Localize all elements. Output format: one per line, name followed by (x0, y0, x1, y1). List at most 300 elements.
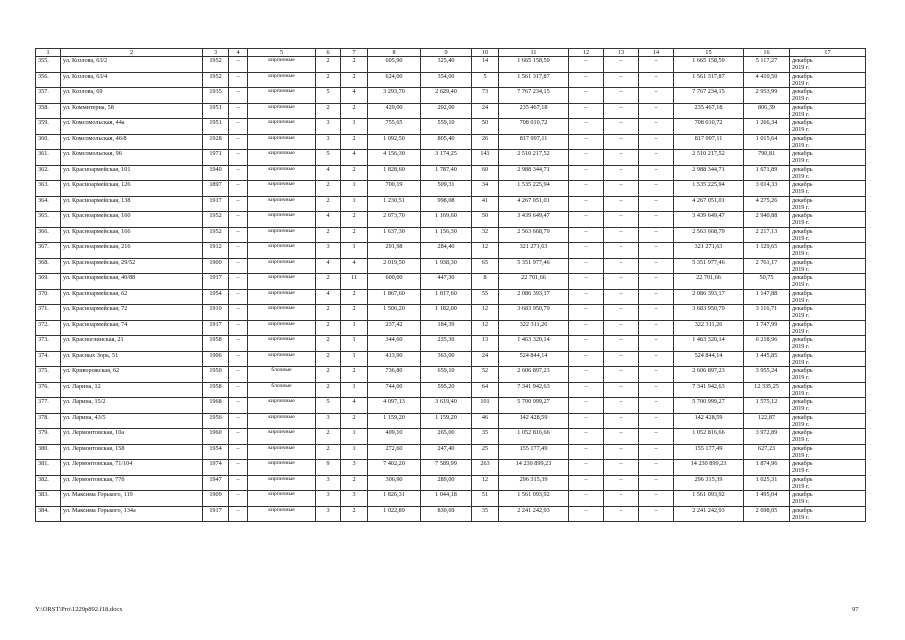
address-cell: ул. Комсомольская, 44а (61, 119, 203, 135)
floors-cell: 2 (316, 382, 341, 398)
deadline-cell (790, 367, 866, 383)
total-cost-cell: 1 535 225,94 (499, 181, 569, 197)
unit-cost-cell: 1 025,31 (744, 475, 790, 491)
total-cost-cell: 1 561 093,92 (499, 491, 569, 507)
dash-cell: – (229, 413, 248, 429)
residents-cell: 51 (472, 491, 499, 507)
total-area-cell: 429,00 (368, 103, 421, 119)
total-area-cell: 1 828,60 (368, 165, 421, 181)
row-number: 358. (36, 103, 61, 119)
floors-cell: 9 (316, 460, 341, 476)
year-cell: 1971 (203, 150, 229, 166)
dash-cell: – (604, 289, 639, 305)
deadline-cell (790, 119, 866, 135)
dash-cell: – (604, 134, 639, 150)
dash-cell: – (604, 305, 639, 321)
row-number: 365. (36, 212, 61, 228)
total-cost-cell: 524 844,14 (499, 351, 569, 367)
address-cell: ул. Красноармейская, 72 (61, 305, 203, 321)
dash-cell: – (229, 351, 248, 367)
year-cell: 1940 (203, 165, 229, 181)
total-cost-cell: 22 701,66 (499, 274, 569, 290)
fund-cost-cell: 2 241 242,93 (674, 506, 744, 522)
deadline-cell (790, 150, 866, 166)
deadline-year: 2019 г. (792, 64, 810, 71)
unit-cost-cell: 1 266,34 (744, 119, 790, 135)
living-area-cell: 1 182,00 (421, 305, 472, 321)
dash-cell: – (604, 150, 639, 166)
dash-cell: – (604, 413, 639, 429)
total-cost-cell: 7 767 234,15 (499, 88, 569, 104)
dash-cell: – (569, 506, 604, 522)
deadline-cell (790, 475, 866, 491)
fund-cost-cell: 321 271,63 (674, 243, 744, 259)
deadline-month: декабрь (792, 289, 813, 297)
dash-cell: – (604, 398, 639, 414)
unit-cost-cell: 2 761,17 (744, 258, 790, 274)
row-number: 366. (36, 227, 61, 243)
dash-cell: – (569, 429, 604, 445)
dash-cell: – (569, 351, 604, 367)
total-area-cell: 413,90 (368, 351, 421, 367)
table-row (36, 398, 866, 414)
deadline-year: 2019 г. (792, 327, 810, 335)
fund-cost-cell: 5 700 999,27 (674, 398, 744, 414)
column-header: 13 (604, 49, 639, 57)
row-number: 367. (36, 243, 61, 259)
year-cell: 1917 (203, 196, 229, 212)
address-cell: ул. Красноармейская, 126 (61, 181, 203, 197)
deadline-year: 2019 г. (792, 141, 810, 149)
dash-cell: – (639, 165, 674, 181)
fund-cost-cell: 2 563 668,79 (674, 227, 744, 243)
entrances-cell: 4 (341, 258, 368, 274)
living-area-cell: 354,00 (421, 72, 472, 88)
fund-cost-cell: 524 844,14 (674, 351, 744, 367)
row-number: 359. (36, 119, 61, 135)
floors-cell: 5 (316, 150, 341, 166)
total-area-cell: 1 506,20 (368, 305, 421, 321)
floors-cell: 5 (316, 398, 341, 414)
dash-cell: – (639, 212, 674, 228)
living-area-cell: 1 787,40 (421, 165, 472, 181)
fund-cost-cell: 1 561 317,87 (674, 72, 744, 88)
dash-cell: – (604, 57, 639, 73)
dash-cell: – (569, 491, 604, 507)
dash-cell: – (604, 351, 639, 367)
table-row (36, 289, 866, 305)
fund-cost-cell: 1 561 093,92 (674, 491, 744, 507)
deadline-month: декабрь (792, 274, 813, 281)
deadline-month: декабрь (792, 506, 813, 514)
living-area-cell: 325,40 (421, 57, 472, 73)
dash-cell: – (569, 150, 604, 166)
fund-cost-cell: 22 701,66 (674, 274, 744, 290)
floors-cell: 2 (316, 57, 341, 73)
living-area-cell: 1 044,18 (421, 491, 472, 507)
dash-cell: – (639, 367, 674, 383)
table-row (36, 165, 866, 181)
fund-cost-cell: 1 052 816,66 (674, 429, 744, 445)
living-area-cell: 363,00 (421, 351, 472, 367)
material-cell: кирпичные (248, 258, 316, 274)
address-cell: ул. Козлова, 63/2 (61, 57, 203, 73)
dash-cell: – (569, 181, 604, 197)
year-cell: 1952 (203, 57, 229, 73)
table-row (36, 103, 866, 119)
dash-cell: – (229, 165, 248, 181)
entrances-cell: 4 (341, 150, 368, 166)
year-cell: 1974 (203, 460, 229, 476)
deadline-cell (790, 506, 866, 522)
residents-cell: 35 (472, 429, 499, 445)
dash-cell: – (229, 88, 248, 104)
total-area-cell: 3 293,70 (368, 88, 421, 104)
material-cell: кирпичные (248, 289, 316, 305)
dash-cell: – (569, 165, 604, 181)
dash-cell: – (229, 134, 248, 150)
total-area-cell: 1 230,51 (368, 196, 421, 212)
total-area-cell: 306,90 (368, 475, 421, 491)
entrances-cell: 1 (341, 320, 368, 336)
unit-cost-cell: 790,81 (744, 150, 790, 166)
table-row (36, 367, 866, 383)
dash-cell: – (639, 243, 674, 259)
deadline-month: декабрь (792, 196, 813, 204)
dash-cell: – (639, 181, 674, 197)
dash-cell: – (604, 243, 639, 259)
material-cell: кирпичные (248, 398, 316, 414)
material-cell: кирпичные (248, 491, 316, 507)
deadline-month: декабрь (792, 413, 813, 421)
deadline-year: 2019 г. (792, 157, 810, 164)
residents-cell: 60 (472, 165, 499, 181)
address-cell: ул. Лермонтовская, 158 (61, 444, 203, 460)
material-cell: кирпичные (248, 227, 316, 243)
table-row (36, 212, 866, 228)
floors-cell: 4 (316, 165, 341, 181)
dash-cell: – (604, 88, 639, 104)
dash-cell: – (604, 367, 639, 383)
living-area-cell: 830,69 (421, 506, 472, 522)
year-cell: 1917 (203, 506, 229, 522)
residents-cell: 34 (472, 181, 499, 197)
deadline-month: декабрь (792, 491, 813, 498)
row-number: 378. (36, 413, 61, 429)
fund-cost-cell: 5 351 977,46 (674, 258, 744, 274)
row-number: 370. (36, 289, 61, 305)
material-cell: кирпичные (248, 134, 316, 150)
floors-cell: 3 (316, 506, 341, 522)
deadline-month: декабрь (792, 460, 813, 467)
deadline-month: декабрь (792, 243, 813, 250)
fund-cost-cell: 296 315,39 (674, 475, 744, 491)
row-number: 373. (36, 336, 61, 352)
table-row (36, 57, 866, 73)
unit-cost-cell: 1 147,88 (744, 289, 790, 305)
material-cell: блочные (248, 382, 316, 398)
total-cost-cell: 708 010,72 (499, 119, 569, 135)
total-area-cell: 736,80 (368, 367, 421, 383)
column-header: 5 (248, 49, 316, 57)
living-area-cell: 1 817,60 (421, 289, 472, 305)
total-area-cell: 1 637,30 (368, 227, 421, 243)
fund-cost-cell: 2 086 393,17 (674, 289, 744, 305)
column-header: 7 (341, 49, 368, 57)
row-number: 379. (36, 429, 61, 445)
dash-cell: – (229, 103, 248, 119)
row-number: 355. (36, 57, 61, 73)
material-cell: блочные (248, 367, 316, 383)
address-cell: ул. Красноглинская, 21 (61, 336, 203, 352)
fund-cost-cell: 142 428,59 (674, 413, 744, 429)
total-area-cell: 1 826,31 (368, 491, 421, 507)
floors-cell: 2 (316, 274, 341, 290)
entrances-cell: 3 (341, 491, 368, 507)
document-page (35, 48, 865, 522)
deadline-month: декабрь (792, 320, 813, 328)
entrances-cell: 1 (341, 351, 368, 367)
material-cell: кирпичные (248, 103, 316, 119)
total-area-cell: 2 019,50 (368, 258, 421, 274)
year-cell: 1912 (203, 243, 229, 259)
unit-cost-cell: 1 445,85 (744, 351, 790, 367)
deadline-month: декабрь (792, 382, 813, 390)
floors-cell: 2 (316, 196, 341, 212)
address-cell: ул. Красноармейская, 74 (61, 320, 203, 336)
table-row (36, 243, 866, 259)
dash-cell: – (229, 506, 248, 522)
dash-cell: – (604, 336, 639, 352)
year-cell: 1917 (203, 320, 229, 336)
dash-cell: – (229, 460, 248, 476)
deadline-year: 2019 г. (792, 498, 810, 505)
total-area-cell: 700,19 (368, 181, 421, 197)
fund-cost-cell: 235 467,18 (674, 103, 744, 119)
deadline-cell (790, 72, 866, 88)
dash-cell: – (569, 413, 604, 429)
total-area-cell: 291,98 (368, 243, 421, 259)
deadline-year: 2019 г. (792, 219, 810, 226)
deadline-year: 2019 г. (792, 188, 810, 195)
column-header: 4 (229, 49, 248, 57)
column-header: 11 (499, 49, 569, 57)
total-cost-cell: 2 241 242,93 (499, 506, 569, 522)
entrances-cell: 1 (341, 119, 368, 135)
fund-cost-cell: 155 177,49 (674, 444, 744, 460)
deadline-month: декабрь (792, 72, 813, 80)
dash-cell: – (569, 336, 604, 352)
total-area-cell: 1 092,50 (368, 134, 421, 150)
address-cell: ул. Красноармейская, 160 (61, 212, 203, 228)
dash-cell: – (229, 491, 248, 507)
address-cell: ул. Красноармейская, 40/88 (61, 274, 203, 290)
total-cost-cell: 2 606 897,23 (499, 367, 569, 383)
deadline-month: декабрь (792, 150, 813, 157)
living-area-cell: 7 589,99 (421, 460, 472, 476)
column-header: 17 (790, 49, 866, 57)
living-area-cell: 3 174,25 (421, 150, 472, 166)
unit-cost-cell: 122,87 (744, 413, 790, 429)
entrances-cell: 2 (341, 134, 368, 150)
dash-cell: – (569, 460, 604, 476)
column-header: 16 (744, 49, 790, 57)
living-area-cell: 1 159,20 (421, 413, 472, 429)
entrances-cell: 3 (341, 460, 368, 476)
unit-cost-cell: 2 953,99 (744, 88, 790, 104)
deadline-month: декабрь (792, 429, 813, 436)
year-cell: 1951 (203, 119, 229, 135)
living-area-cell: 805,40 (421, 134, 472, 150)
deadline-year: 2019 г. (792, 436, 810, 443)
unit-cost-cell: 1 747,99 (744, 320, 790, 336)
residents-cell: 12 (472, 320, 499, 336)
floors-cell: 2 (316, 103, 341, 119)
fund-cost-cell: 2 606 897,23 (674, 367, 744, 383)
entrances-cell: 1 (341, 382, 368, 398)
unit-cost-cell: 6 218,96 (744, 336, 790, 352)
year-cell: 1960 (203, 429, 229, 445)
column-header: 15 (674, 49, 744, 57)
address-cell: ул. Красноармейская, 29/52 (61, 258, 203, 274)
floors-cell: 4 (316, 289, 341, 305)
dash-cell: – (639, 413, 674, 429)
table-row (36, 413, 866, 429)
dash-cell: – (229, 398, 248, 414)
material-cell: кирпичные (248, 165, 316, 181)
dash-cell: – (569, 196, 604, 212)
deadline-year: 2019 г. (792, 482, 810, 490)
table-row (36, 351, 866, 367)
residents-cell: 50 (472, 212, 499, 228)
dash-cell: – (639, 289, 674, 305)
address-cell: ул. Криворожская, 62 (61, 367, 203, 383)
residents-cell: 12 (472, 475, 499, 491)
unit-cost-cell: 50,75 (744, 274, 790, 290)
table-row (36, 491, 866, 507)
dash-cell: – (604, 491, 639, 507)
living-area-cell: 595,20 (421, 382, 472, 398)
dash-cell: – (569, 398, 604, 414)
residents-cell: 65 (472, 258, 499, 274)
table-row (36, 475, 866, 491)
dash-cell: – (229, 274, 248, 290)
deadline-cell (790, 444, 866, 460)
residents-cell: 26 (472, 134, 499, 150)
material-cell: кирпичные (248, 57, 316, 73)
file-path-footer: Y:\ORST\Pro\1229p892.f18.docx (35, 606, 123, 613)
dash-cell: – (639, 460, 674, 476)
column-header: 8 (368, 49, 421, 57)
material-cell: кирпичные (248, 212, 316, 228)
residents-cell: 50 (472, 119, 499, 135)
dash-cell: – (639, 336, 674, 352)
dash-cell: – (604, 274, 639, 290)
total-cost-cell: 5 351 977,46 (499, 258, 569, 274)
total-cost-cell: 235 467,18 (499, 103, 569, 119)
living-area-cell: 1 938,30 (421, 258, 472, 274)
material-cell: кирпичные (248, 243, 316, 259)
material-cell: кирпичные (248, 181, 316, 197)
total-cost-cell: 142 428,59 (499, 413, 569, 429)
dash-cell: – (604, 196, 639, 212)
address-cell: ул. Максима Горького, 134а (61, 506, 203, 522)
address-cell: ул. Красноармейская, 138 (61, 196, 203, 212)
dash-cell: – (229, 196, 248, 212)
dash-cell: – (569, 72, 604, 88)
deadline-month: декабрь (792, 165, 813, 173)
material-cell: кирпичные (248, 429, 316, 445)
deadline-year: 2019 г. (792, 374, 810, 381)
address-cell: ул. Красноармейская, 101 (61, 165, 203, 181)
year-cell: 1952 (203, 72, 229, 88)
floors-cell: 2 (316, 305, 341, 321)
unit-cost-cell: 3 116,71 (744, 305, 790, 321)
column-header: 3 (203, 49, 229, 57)
row-number: 356. (36, 72, 61, 88)
floors-cell: 3 (316, 413, 341, 429)
table-row (36, 181, 866, 197)
deadline-year: 2019 г. (792, 203, 810, 211)
dash-cell: – (569, 57, 604, 73)
total-area-cell: 624,00 (368, 72, 421, 88)
unit-cost-cell: 4 275,26 (744, 196, 790, 212)
entrances-cell: 2 (341, 413, 368, 429)
deadline-month: декабрь (792, 367, 813, 374)
dash-cell: – (604, 103, 639, 119)
deadline-cell (790, 336, 866, 352)
deadline-cell (790, 305, 866, 321)
material-cell: кирпичные (248, 444, 316, 460)
floors-cell: 2 (316, 444, 341, 460)
table-row (36, 506, 866, 522)
deadline-month: декабрь (792, 181, 813, 188)
deadline-year: 2019 г. (792, 265, 810, 273)
total-cost-cell: 1 665 158,59 (499, 57, 569, 73)
row-number: 357. (36, 88, 61, 104)
column-header: 1 (36, 49, 61, 57)
living-area-cell: 998,08 (421, 196, 472, 212)
dash-cell: – (229, 212, 248, 228)
row-number: 380. (36, 444, 61, 460)
dash-cell: – (639, 103, 674, 119)
dash-cell: – (569, 119, 604, 135)
floors-cell: 3 (316, 134, 341, 150)
year-cell: 1947 (203, 475, 229, 491)
deadline-month: декабрь (792, 444, 813, 452)
residents-cell: 35 (472, 506, 499, 522)
entrances-cell: 2 (341, 506, 368, 522)
residents-cell: 13 (472, 336, 499, 352)
dash-cell: – (229, 289, 248, 305)
total-area-cell: 1 159,20 (368, 413, 421, 429)
dash-cell: – (229, 243, 248, 259)
dash-cell: – (639, 274, 674, 290)
total-cost-cell: 296 315,39 (499, 475, 569, 491)
dash-cell: – (229, 150, 248, 166)
deadline-cell (790, 289, 866, 305)
residents-cell: 263 (472, 460, 499, 476)
table-row (36, 72, 866, 88)
dash-cell: – (569, 134, 604, 150)
deadline-year: 2019 г. (792, 281, 810, 288)
dash-cell: – (569, 444, 604, 460)
floors-cell: 2 (316, 227, 341, 243)
total-area-cell: 600,00 (368, 274, 421, 290)
living-area-cell: 509,31 (421, 181, 472, 197)
deadline-month: декабрь (792, 212, 813, 219)
deadline-cell (790, 351, 866, 367)
